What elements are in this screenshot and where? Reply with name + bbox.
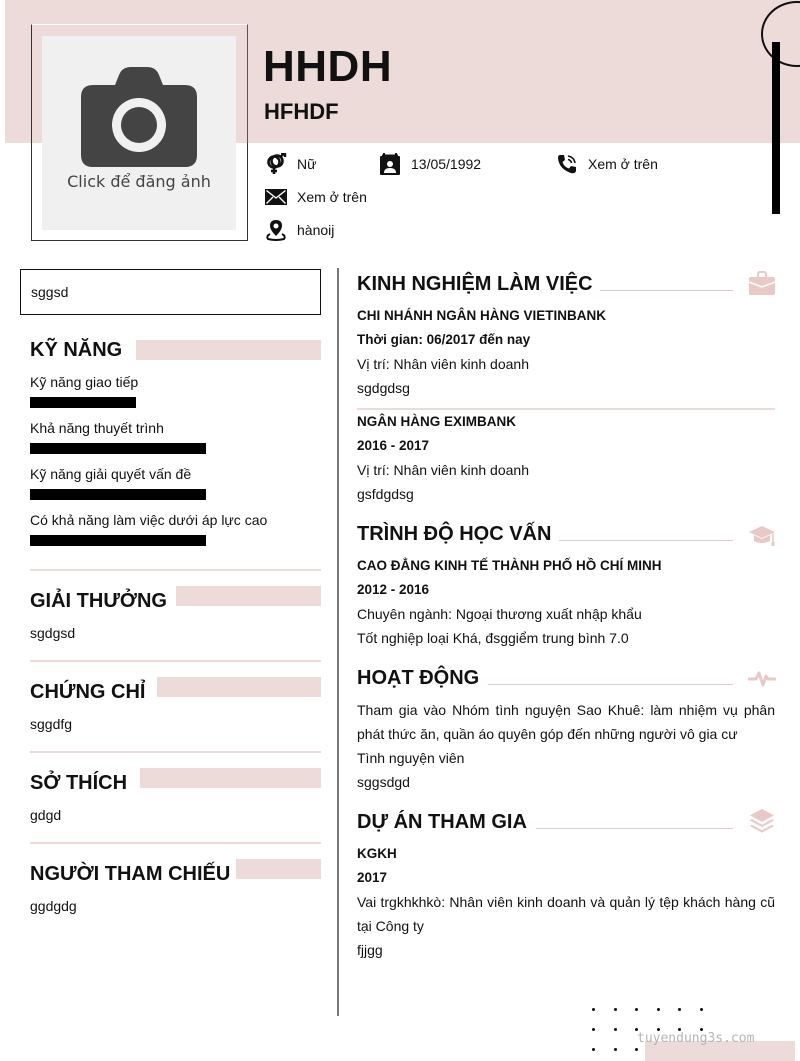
- gender-field[interactable]: [265, 153, 316, 175]
- email-value: Xem ở trên: [297, 189, 367, 205]
- heartbeat-icon: [748, 666, 776, 692]
- job-description[interactable]: sgdgdsg: [357, 380, 410, 396]
- job-position[interactable]: Vị trí: Nhân viên kinh doanh: [357, 356, 529, 372]
- education-grade[interactable]: Tốt nghiệp loại Khá, đsggiểm trung bình 7.0: [357, 630, 629, 646]
- activity-description[interactable]: Tham gia vào Nhóm tình nguyện Sao Khuê: làm nhiệm vụ phân phát thức ăn, quần áo quyên góp đến những người vô gia cư: [357, 702, 775, 742]
- activity-extra[interactable]: sggsdgd: [357, 774, 410, 790]
- candidate-name[interactable]: HHDH: [263, 42, 393, 91]
- decorative-dot: [592, 1048, 595, 1051]
- references-heading-decor: [236, 859, 321, 879]
- skill-label[interactable]: Kỹ năng giải quyết vấn đề: [30, 466, 192, 482]
- projects-heading: DỰ ÁN THAM GIA: [357, 811, 527, 833]
- job-company[interactable]: CHI NHÁNH NGÂN HÀNG VIETINBANK: [357, 308, 606, 323]
- address-field[interactable]: [265, 219, 334, 241]
- calendar-icon: [379, 153, 401, 175]
- skill-level-bar: [30, 535, 206, 546]
- education-period[interactable]: 2012 - 2016: [357, 582, 430, 597]
- skills-heading-decor: [136, 340, 321, 360]
- job-period[interactable]: Thời gian: 06/2017 đến nay: [357, 332, 531, 347]
- job-description[interactable]: gsfdgdsg: [357, 486, 414, 502]
- activity-role[interactable]: Tình nguyện viên: [357, 750, 465, 766]
- decorative-dot: [657, 1008, 660, 1011]
- education-school[interactable]: CAO ĐẲNG KINH TẾ THÀNH PHỐ HỒ CHÍ MINH: [357, 558, 662, 573]
- project-extra[interactable]: fjjgg: [357, 942, 383, 958]
- awards-heading-decor: [176, 586, 321, 606]
- project-name[interactable]: KGKH: [357, 846, 397, 861]
- certificates-heading: CHỨNG CHỈ: [30, 681, 146, 703]
- decorative-dot: [700, 1008, 703, 1011]
- briefcase-icon: [748, 271, 776, 297]
- section-divider: [30, 751, 321, 753]
- project-role[interactable]: Vai trgkhkhkò: Nhân viên kinh doanh và quản lý tệp khách hàng cũ tại Công ty: [357, 894, 775, 934]
- candidate-title[interactable]: HFHDF: [264, 99, 339, 124]
- decorative-bar: [772, 42, 780, 214]
- section-divider: [30, 660, 321, 662]
- references-heading: NGƯỜI THAM CHIẾU: [30, 863, 231, 885]
- decorative-dot: [678, 1008, 681, 1011]
- skill-level-bar: [30, 489, 206, 500]
- watermark: tuyendung3s.com: [637, 1031, 755, 1046]
- education-major[interactable]: Chuyên ngành: Ngoại thương xuất nhập khẩu: [357, 606, 642, 622]
- job-company[interactable]: NGÂN HÀNG EXIMBANK: [357, 414, 517, 429]
- decorative-dot: [592, 1028, 595, 1031]
- decorative-dot: [592, 1008, 595, 1011]
- job-position[interactable]: Vị trí: Nhân viên kinh doanh: [357, 462, 529, 478]
- heading-line: [600, 290, 733, 291]
- awards-text[interactable]: sgdgsd: [30, 625, 76, 641]
- address-value: hànoij: [297, 222, 335, 238]
- skills-heading: KỸ NĂNG: [30, 339, 123, 361]
- camera-icon: [81, 65, 197, 167]
- heading-line: [488, 684, 733, 685]
- envelope-icon: [265, 186, 287, 208]
- skill-level-bar: [30, 443, 206, 454]
- skill-label[interactable]: Khả năng thuyết trình: [30, 420, 164, 436]
- career-objective[interactable]: sggsd: [20, 269, 321, 315]
- phone-field[interactable]: [556, 153, 658, 175]
- certificates-text[interactable]: sggdfg: [30, 716, 73, 732]
- email-field[interactable]: [265, 186, 367, 208]
- skill-label[interactable]: Kỹ năng giao tiếp: [30, 374, 139, 390]
- job-divider: [357, 408, 775, 410]
- section-divider: [30, 842, 321, 844]
- experience-heading: KINH NGHIỆM LÀM VIỆC: [357, 273, 593, 295]
- skill-label[interactable]: Có khả năng làm việc dưới áp lực cao: [30, 512, 268, 528]
- project-year[interactable]: 2017: [357, 870, 388, 885]
- job-period[interactable]: 2016 - 2017: [357, 438, 430, 453]
- column-divider: [337, 268, 339, 1016]
- hobbies-heading-decor: [140, 768, 321, 788]
- phone-icon: [556, 153, 578, 175]
- decorative-dot: [614, 1008, 617, 1011]
- certificates-heading-decor: [157, 677, 321, 697]
- layers-icon: [748, 808, 776, 834]
- hobbies-text[interactable]: gdgd: [30, 807, 62, 823]
- decorative-dot: [614, 1028, 617, 1031]
- section-divider: [30, 569, 321, 571]
- map-marker-icon: [265, 219, 287, 241]
- photo-upload-label: Click để đăng ảnh: [67, 172, 211, 191]
- dob-field[interactable]: [379, 153, 481, 175]
- decorative-dot: [635, 1048, 638, 1051]
- references-text[interactable]: ggdgdg: [30, 898, 77, 914]
- heading-line: [536, 828, 733, 829]
- decorative-dot: [635, 1008, 638, 1011]
- dob-value: 13/05/1992: [411, 156, 482, 172]
- decorative-dot: [614, 1048, 617, 1051]
- education-heading: TRÌNH ĐỘ HỌC VẤN: [357, 523, 552, 545]
- graduation-cap-icon: [748, 523, 776, 549]
- heading-line: [559, 540, 733, 541]
- upload-photo-button[interactable]: [42, 36, 236, 230]
- phone-value: Xem ở trên: [588, 156, 658, 172]
- activities-heading: HOẠT ĐỘNG: [357, 667, 480, 689]
- gender-icon: [265, 153, 287, 175]
- awards-heading: GIẢI THƯỞNG: [30, 590, 167, 612]
- hobbies-heading: SỞ THÍCH: [30, 772, 128, 794]
- skill-level-bar: [30, 397, 136, 408]
- gender-value: Nữ: [297, 156, 317, 172]
